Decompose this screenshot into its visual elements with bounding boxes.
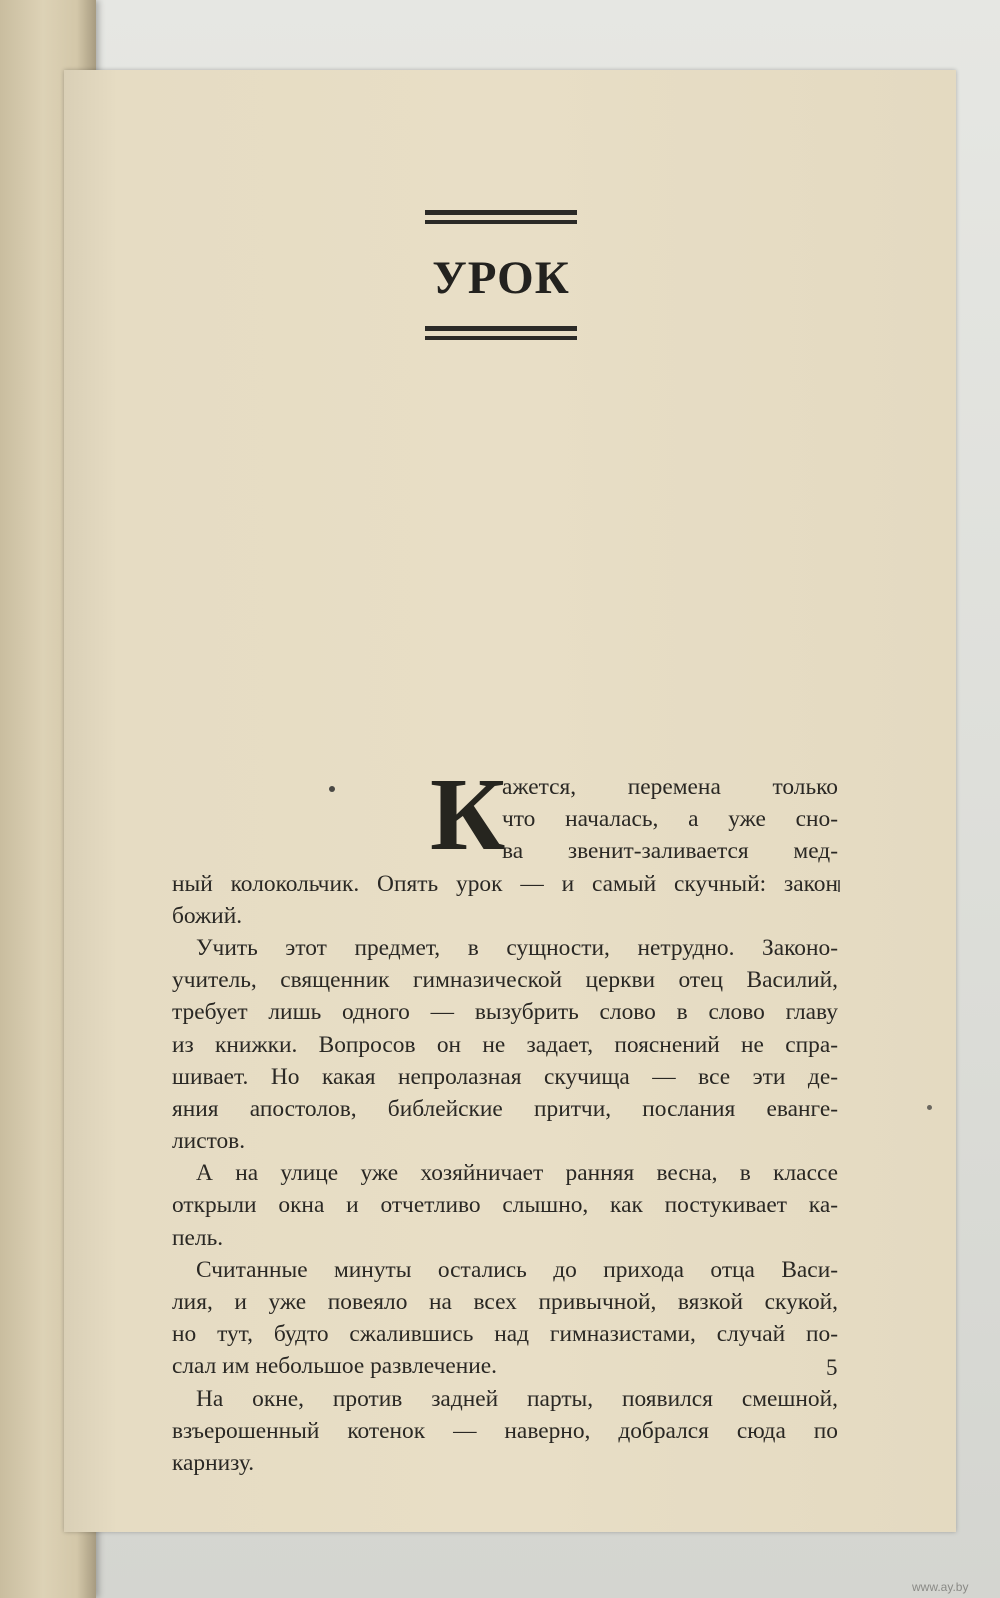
text-line: взъерошенный котенок — наверно, добрался сюда по [172,1417,838,1444]
chapter-title: УРОК [432,252,570,304]
text-line: листов. [172,1128,246,1155]
ink-mark [838,880,840,892]
text-line: учитель, священник гимназической церкви отец Василий, [172,967,838,994]
ink-speck [927,1105,932,1110]
text-line: из книжки. Вопросов он не задает, пояснений не спра- [172,1031,838,1058]
text-line: шивает. Но какая непролазная скучища — все эти де- [172,1063,838,1090]
text-line: лия, и уже повеяло на всех привычной, вязкой скукой, [172,1289,838,1315]
heading-rule-bottom [425,326,577,340]
text-line: яния апостолов, библейские притчи, послания еванге- [172,1095,838,1122]
text-line: А на улице уже хозяйничает ранняя весна, в классе [196,1160,838,1187]
text-line: ажется, перемена только [502,774,838,800]
text-line: пель. [172,1224,224,1251]
page-number: 5 [826,1355,838,1380]
text-line: На окне, против задней парты, появился смешной, [196,1385,838,1412]
text-line: открыли окна и отчетливо слышно, как постукивает ка- [172,1192,838,1219]
text-line: карнизу. [172,1449,255,1476]
drop-cap: К [430,757,506,872]
heading-rule-top [425,210,577,224]
watermark: www.ay.by [912,1580,969,1594]
text-line: ва звенит-заливается мед- [502,838,838,865]
body-text [172,757,838,1479]
text-line: божий. [172,902,243,929]
text-line: ный колокольчик. Опять урок — и самый скучный: закон [172,870,838,897]
text-line: слал им небольшое развлечение. [172,1353,498,1380]
chapter-heading [425,210,577,342]
text-line: Считанные минуты остались до прихода отца Васи- [196,1256,838,1283]
text-line: требует лишь одного — вызубрить слово в слово главу [172,999,838,1026]
text-line: Учить этот предмет, в сущности, нетрудно. Законо- [196,934,838,961]
text-line: но тут, будто сжалившись над гимназистами, случай по- [172,1321,838,1348]
text-line: что началась, а уже сно- [502,806,838,833]
